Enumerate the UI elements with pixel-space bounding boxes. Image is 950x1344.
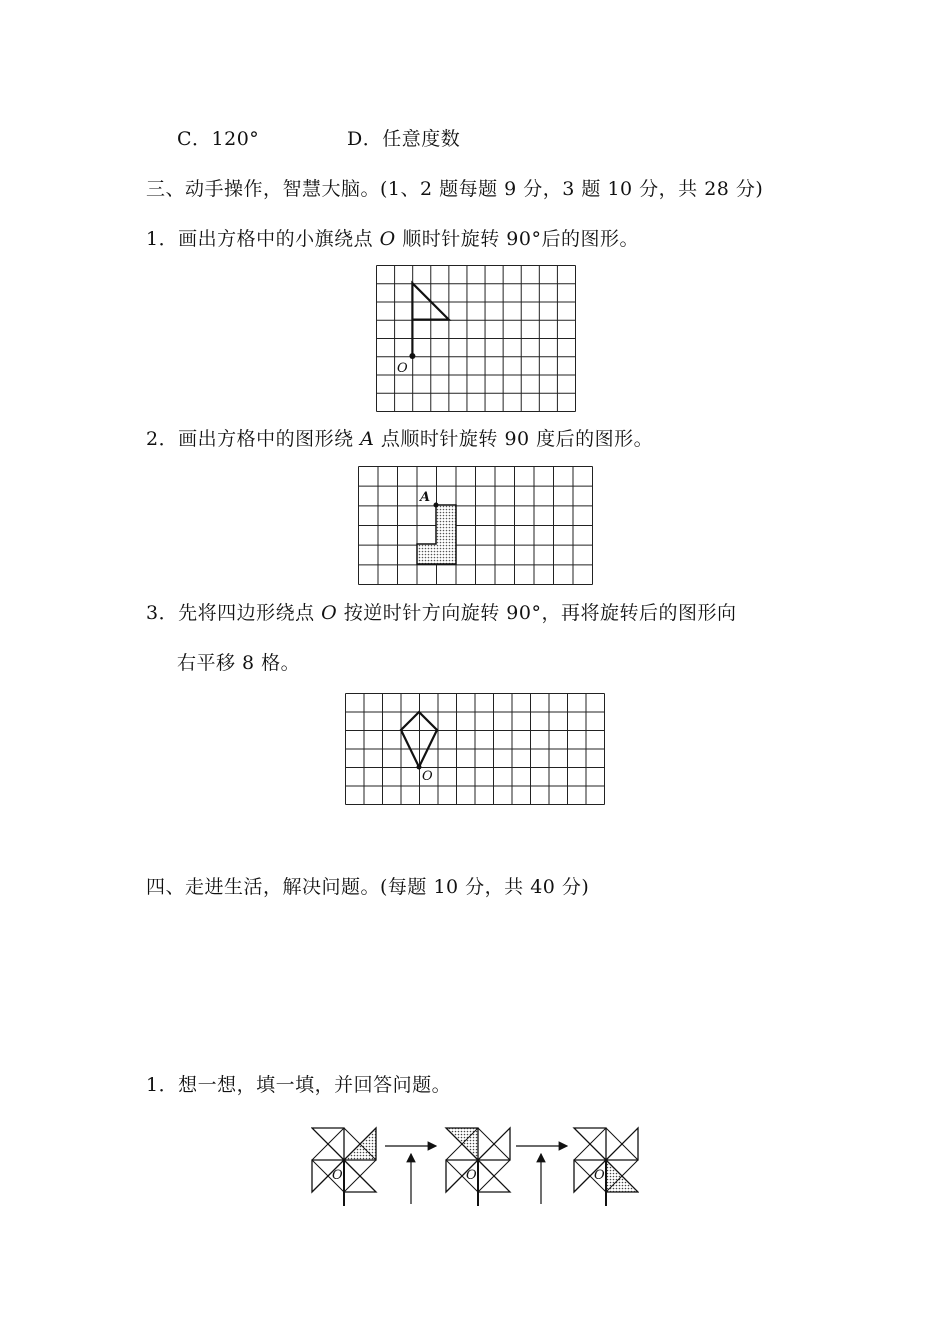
section4-heading: 四、走进生活，解决问题。(每题 10 分，共 40 分)	[146, 876, 590, 898]
flag-grid	[376, 265, 576, 412]
option-d: D．任意度数	[347, 128, 461, 150]
point-o-label: O	[422, 769, 433, 784]
option-c: C．120°	[177, 128, 260, 150]
question-1-prefix: 1．画出方格中的小旗绕点	[146, 228, 380, 250]
point-o	[409, 353, 415, 359]
pinwheel-2	[446, 1128, 510, 1206]
quadrilateral-grid	[345, 693, 605, 805]
pinwheel-sequence	[311, 1114, 639, 1206]
question-1	[146, 224, 639, 251]
pinwheel-1-o-label: O	[332, 1168, 343, 1183]
pinwheel-1	[312, 1128, 376, 1206]
point-a	[434, 503, 439, 508]
question-1-var: O	[379, 228, 396, 250]
point-o-label: O	[397, 361, 408, 376]
question-2-suffix: 点顺时针旋转 90 度后的图形。	[374, 428, 654, 450]
question-1-suffix: 顺时针旋转 90°后的图形。	[395, 228, 639, 250]
pinwheel-3-o-label: O	[594, 1168, 605, 1183]
point-o	[417, 765, 422, 770]
section3-heading: 三、动手操作，智慧大脑。(1、2 题每题 9 分，3 题 10 分，共 28 分)	[146, 178, 764, 200]
question-3-line2: 右平移 8 格。	[177, 652, 301, 674]
l-shape	[417, 505, 456, 564]
question-2-prefix: 2．画出方格中的图形绕	[146, 428, 361, 450]
pinwheel-3	[574, 1128, 638, 1206]
pinwheel-2-o-label: O	[466, 1168, 477, 1183]
l-shape-grid	[358, 466, 593, 585]
question-3-var: O	[321, 602, 338, 624]
question-3-prefix: 3．先将四边形绕点	[146, 602, 322, 624]
question-4-1: 1．想一想，填一填，并回答问题。	[146, 1074, 452, 1096]
point-a-label: A	[420, 490, 431, 505]
question-2-var: A	[360, 428, 375, 450]
question-2	[146, 424, 653, 451]
question-3	[146, 598, 736, 625]
question-3-suffix: 按逆时针方向旋转 90°，再将旋转后的图形向	[337, 602, 737, 624]
